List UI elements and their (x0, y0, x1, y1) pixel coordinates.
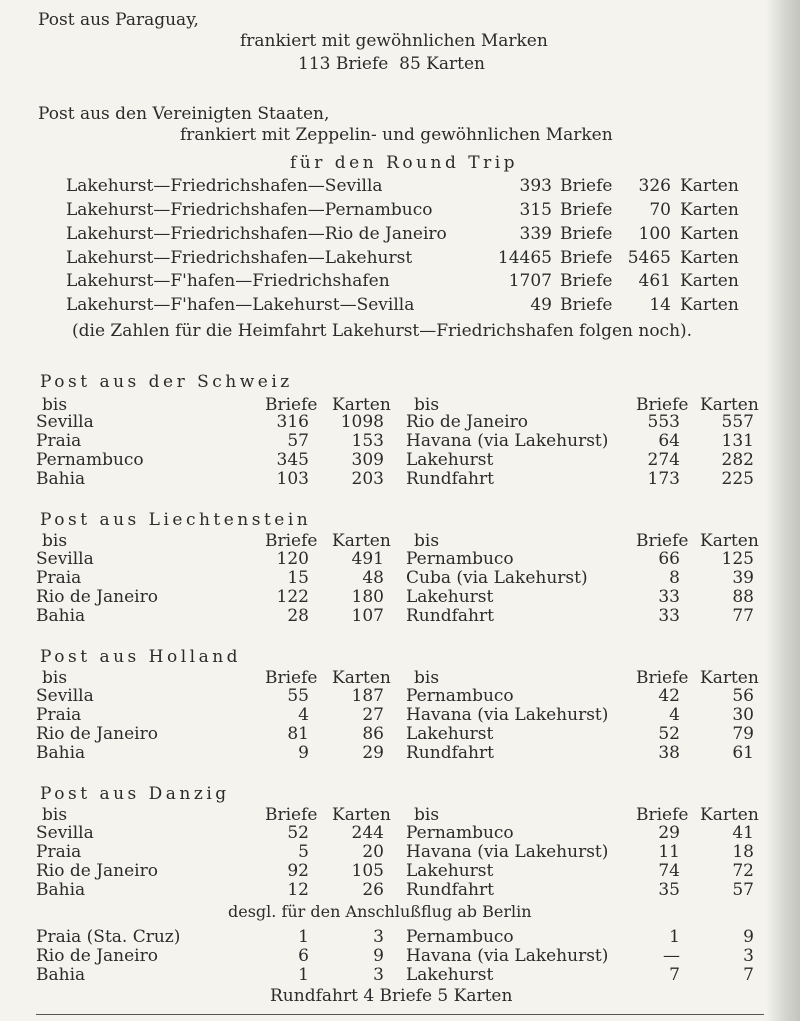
briefe-value: 28 (287, 606, 309, 626)
destination: Lakehurst (406, 965, 494, 985)
col-header-karten: Karten (700, 531, 759, 551)
destination: Rundfahrt (406, 469, 494, 489)
section-title: Post aus Holland (40, 647, 242, 667)
karten-value: 282 (721, 450, 754, 470)
karten-label: Karten (680, 176, 739, 196)
destination: Bahia (36, 965, 86, 985)
briefe-value: 33 (658, 606, 680, 626)
briefe-value: 38 (658, 743, 680, 763)
briefe-count: 49 (530, 295, 552, 315)
route-name: Lakehurst—F'hafen—Friedrichshafen (66, 271, 390, 291)
col-header-bis: bis (42, 668, 68, 688)
col-header-bis: bis (414, 395, 440, 415)
karten-value: 491 (351, 549, 384, 569)
col-header-briefe: Briefe (636, 668, 689, 688)
briefe-value: 5 (298, 842, 309, 862)
briefe-count: 315 (519, 200, 552, 220)
karten-value: 57 (732, 880, 754, 900)
briefe-value: 12 (287, 880, 309, 900)
karten-count: 461 (638, 271, 671, 291)
briefe-value: 103 (276, 469, 309, 489)
briefe-value: 92 (287, 861, 309, 881)
danzig-berlin-footer: Rundfahrt 4 Briefe 5 Karten (270, 986, 513, 1006)
destination: Pernambuco (406, 927, 514, 947)
destination: Havana (via Lakehurst) (406, 842, 609, 862)
destination: Rundfahrt (406, 743, 494, 763)
col-header-karten: Karten (332, 805, 391, 825)
briefe-value: 9 (298, 743, 309, 763)
briefe-count: 14465 (497, 248, 552, 268)
destination: Lakehurst (406, 724, 494, 744)
col-header-briefe: Briefe (636, 531, 689, 551)
route-name: Lakehurst—Friedrichshafen—Rio de Janeiro (66, 224, 447, 244)
karten-value: 88 (732, 587, 754, 607)
karten-value: 125 (721, 549, 754, 569)
karten-value: 27 (362, 705, 384, 725)
col-header-briefe: Briefe (265, 805, 318, 825)
briefe-count: 339 (519, 224, 552, 244)
destination: Rio de Janeiro (36, 946, 158, 966)
briefe-value: 81 (287, 724, 309, 744)
karten-value: 1098 (340, 412, 384, 432)
briefe-value: 345 (276, 450, 309, 470)
col-header-karten: Karten (700, 805, 759, 825)
col-header-bis: bis (414, 531, 440, 551)
col-header-karten: Karten (332, 531, 391, 551)
destination: Sevilla (36, 686, 94, 706)
destination: Lakehurst (406, 861, 494, 881)
karten-label: Karten (680, 200, 739, 220)
col-header-karten: Karten (332, 395, 391, 415)
destination: Rio de Janeiro (406, 412, 528, 432)
karten-value: 180 (351, 587, 384, 607)
briefe-label: Briefe (560, 200, 613, 220)
section-title: Post aus Danzig (40, 784, 230, 804)
bottom-rule (36, 1014, 764, 1015)
destination: Lakehurst (406, 587, 494, 607)
karten-value: 26 (362, 880, 384, 900)
karten-value: 107 (351, 606, 384, 626)
route-name: Lakehurst—Friedrichshafen—Sevilla (66, 176, 383, 196)
karten-value: 86 (362, 724, 384, 744)
briefe-value: 11 (658, 842, 680, 862)
karten-count: 14 (649, 295, 671, 315)
destination: Rio de Janeiro (36, 724, 158, 744)
briefe-value: 553 (647, 412, 680, 432)
briefe-value: 316 (276, 412, 309, 432)
karten-value: 77 (732, 606, 754, 626)
karten-value: 244 (351, 823, 384, 843)
col-header-karten: Karten (700, 668, 759, 688)
karten-value: 309 (351, 450, 384, 470)
karten-value: 41 (732, 823, 754, 843)
briefe-label: Briefe (560, 176, 613, 196)
route-name: Lakehurst—Friedrichshafen—Pernambuco (66, 200, 433, 220)
karten-value: 557 (721, 412, 754, 432)
col-header-briefe: Briefe (265, 395, 318, 415)
page-edge-shadow (766, 0, 800, 1021)
destination: Havana (via Lakehurst) (406, 946, 609, 966)
destination: Rio de Janeiro (36, 861, 158, 881)
col-header-karten: Karten (332, 668, 391, 688)
destination: Rundfahrt (406, 606, 494, 626)
briefe-value: 274 (647, 450, 680, 470)
destination: Bahia (36, 743, 86, 763)
briefe-label: Briefe (560, 295, 613, 315)
col-header-briefe: Briefe (636, 395, 689, 415)
briefe-count: 393 (519, 176, 552, 196)
paraguay-line1: frankiert mit gewöhnlichen Marken (240, 31, 548, 51)
karten-value: 72 (732, 861, 754, 881)
briefe-value: 74 (658, 861, 680, 881)
karten-value: 39 (732, 568, 754, 588)
karten-label: Karten (680, 248, 739, 268)
briefe-label: Briefe (560, 271, 613, 291)
route-name: Lakehurst—F'hafen—Lakehurst—Sevilla (66, 295, 415, 315)
briefe-value: 52 (658, 724, 680, 744)
briefe-value: 35 (658, 880, 680, 900)
col-header-bis: bis (42, 395, 68, 415)
briefe-label: Briefe (560, 224, 613, 244)
karten-value: 61 (732, 743, 754, 763)
karten-count: 70 (649, 200, 671, 220)
destination: Sevilla (36, 412, 94, 432)
karten-count: 100 (638, 224, 671, 244)
karten-value: 187 (351, 686, 384, 706)
usa-note: (die Zahlen für die Heimfahrt Lakehurst—Friedrichshafen folgen noch). (72, 321, 693, 341)
briefe-value: 173 (647, 469, 680, 489)
karten-value: 79 (732, 724, 754, 744)
karten-value: 203 (351, 469, 384, 489)
destination: Rundfahrt (406, 880, 494, 900)
briefe-value: 66 (658, 549, 680, 569)
karten-value: 7 (743, 965, 754, 985)
karten-value: 29 (362, 743, 384, 763)
briefe-value: 6 (298, 946, 309, 966)
section-title: Post aus Liechtenstein (40, 510, 312, 530)
destination: Bahia (36, 606, 86, 626)
karten-count: 5465 (627, 248, 671, 268)
karten-label: Karten (680, 295, 739, 315)
karten-value: 3 (373, 965, 384, 985)
col-header-bis: bis (42, 531, 68, 551)
col-header-bis: bis (414, 805, 440, 825)
briefe-value: 8 (669, 568, 680, 588)
briefe-value: 1 (298, 927, 309, 947)
karten-value: 20 (362, 842, 384, 862)
destination: Havana (via Lakehurst) (406, 431, 609, 451)
briefe-value: 4 (298, 705, 309, 725)
karten-value: 105 (351, 861, 384, 881)
destination: Bahia (36, 880, 86, 900)
briefe-value: 1 (669, 927, 680, 947)
destination: Sevilla (36, 549, 94, 569)
col-header-briefe: Briefe (265, 531, 318, 551)
destination: Cuba (via Lakehurst) (406, 568, 588, 588)
destination: Pernambuco (406, 686, 514, 706)
destination: Lakehurst (406, 450, 494, 470)
col-header-karten: Karten (700, 395, 759, 415)
briefe-value: 7 (669, 965, 680, 985)
briefe-value: 52 (287, 823, 309, 843)
karten-value: 48 (362, 568, 384, 588)
col-header-bis: bis (414, 668, 440, 688)
briefe-value: 15 (287, 568, 309, 588)
route-name: Lakehurst—Friedrichshafen—Lakehurst (66, 248, 413, 268)
usa-heading: Post aus den Vereinigten Staaten, (38, 104, 330, 124)
karten-value: 56 (732, 686, 754, 706)
paraguay-heading: Post aus Paraguay, (38, 10, 199, 30)
destination: Pernambuco (406, 823, 514, 843)
briefe-label: Briefe (560, 248, 613, 268)
usa-line1: frankiert mit Zeppelin- und gewöhnlichen Marken (180, 125, 613, 145)
col-header-bis: bis (42, 805, 68, 825)
danzig-berlin-heading: desgl. für den Anschlußflug ab Berlin (228, 902, 532, 921)
karten-value: 3 (373, 927, 384, 947)
destination: Bahia (36, 469, 86, 489)
briefe-value: 4 (669, 705, 680, 725)
briefe-value: 33 (658, 587, 680, 607)
briefe-value: 120 (276, 549, 309, 569)
briefe-value: 42 (658, 686, 680, 706)
destination: Pernambuco (406, 549, 514, 569)
karten-value: 30 (732, 705, 754, 725)
destination: Sevilla (36, 823, 94, 843)
briefe-value: 57 (287, 431, 309, 451)
briefe-value: 64 (658, 431, 680, 451)
col-header-briefe: Briefe (265, 668, 318, 688)
briefe-value: 55 (287, 686, 309, 706)
karten-value: 153 (351, 431, 384, 451)
briefe-count: 1707 (508, 271, 552, 291)
karten-value: 225 (721, 469, 754, 489)
briefe-value: — (663, 946, 680, 966)
col-header-briefe: Briefe (636, 805, 689, 825)
section-title: Post aus der Schweiz (40, 372, 293, 392)
destination: Praia (36, 431, 82, 451)
briefe-value: 122 (276, 587, 309, 607)
karten-label: Karten (680, 271, 739, 291)
karten-value: 131 (721, 431, 754, 451)
karten-value: 9 (373, 946, 384, 966)
karten-value: 9 (743, 927, 754, 947)
destination: Praia (36, 568, 82, 588)
karten-label: Karten (680, 224, 739, 244)
destination: Praia (Sta. Cruz) (36, 927, 181, 947)
destination: Rio de Janeiro (36, 587, 158, 607)
karten-value: 18 (732, 842, 754, 862)
briefe-value: 1 (298, 965, 309, 985)
destination: Praia (36, 705, 82, 725)
briefe-value: 29 (658, 823, 680, 843)
destination: Pernambuco (36, 450, 144, 470)
karten-value: 3 (743, 946, 754, 966)
destination: Havana (via Lakehurst) (406, 705, 609, 725)
karten-count: 326 (638, 176, 671, 196)
destination: Praia (36, 842, 82, 862)
usa-line2: für den Round Trip (290, 153, 519, 173)
paraguay-line2: 113 Briefe 85 Karten (298, 54, 485, 74)
